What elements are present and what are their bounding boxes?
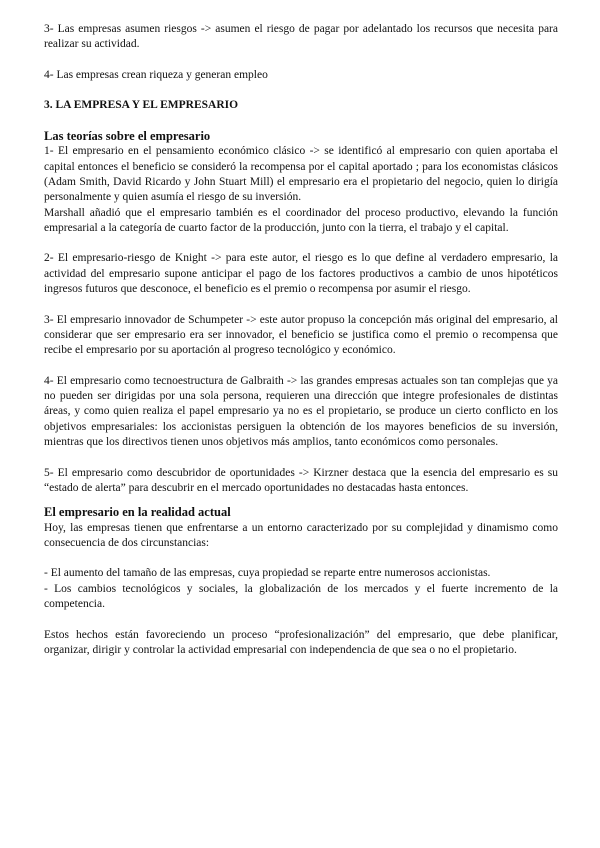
document-page <box>44 22 558 658</box>
current-reality-heading: El empresario en la realidad actual <box>44 505 231 520</box>
theory-paragraph-3: 3- El empresario innovador de Schumpeter -> este autor propuso la concepción más original del empresario, al considerar que ser empresario era ser innovador, el beneficio se justifica como el premio o recompensa que recibe el empresario por su aportación al progreso tecnológico y económico. <box>44 313 558 357</box>
current-reality-paragraph-1: Hoy, las empresas tienen que enfrentarse a un entorno caracterizado por su complejidad y dinamismo como consecuencia de dos circunstancias: <box>44 521 558 549</box>
intro-wealth-point: 4- Las empresas crean riqueza y generan empleo <box>44 68 268 81</box>
current-reality-paragraph-2: Estos hechos están favoreciendo un proceso “profesionalización” del empresario, que debe planificar, organizar, dirigir y controlar la actividad empresarial con independencia de que sea o no el propietario. <box>44 628 558 656</box>
theory-paragraph-4: 4- El empresario como tecnoestructura de Galbraith -> las grandes empresas actuales son tan complejas que ya no pueden ser dirigidas por una sola persona, requieren una dirección que integre profesionales de distintas áreas, y como quien realiza el papel empresario ya no es el propietario, se produce un cierto conflicto en los objetivos empresariales: los accionistas persiguen la obtención de los mayores beneficios de su inversión, mientras que los directivos tienen unos objetivos más amplios, tanto económicos como personales. <box>44 374 558 449</box>
theory-paragraph-2: 2- El empresario-riesgo de Knight -> para este autor, el riesgo es lo que define al verdadero empresario, la actividad del empresario supone anticipar el pago de los factores productivos a cambio de unos hipotéticos ingresos futuros que desconoce, el beneficio es el premio o recompensa por asumir el riesgo. <box>44 252 558 296</box>
theories-heading: Las teorías sobre el empresario <box>44 129 211 144</box>
theory-paragraph-5: 5- El empresario como descubridor de oportunidades -> Kirzner destaca que la esencia del empresario es su “estado de alerta” para descubrir en el mercado oportunidades no destacadas hasta entonces. <box>44 466 558 494</box>
circumstance-item-1: - El aumento del tamaño de las empresas, cuya propiedad se reparte entre numerosos accionistas. <box>44 567 491 580</box>
circumstance-item-2: - Los cambios tecnológicos y sociales, la globalización de los mercados y el fuerte incremento de la competencia. <box>44 582 558 610</box>
theory-paragraph-1-marshall: Marshall añadió que el empresario también es el coordinador del proceso productivo, elevando la función empresarial a la categoría de cuarto factor de la producción, junto con la tierra, el trabajo y el capital. <box>44 206 558 234</box>
theory-paragraph-1: 1- El empresario en el pensamiento económico clásico -> se identificó al empresario con quien aportaba el capital entonces el beneficio se consideró la recompensa por el capital aportado ; para los economistas clásicos (Adam Smith, David Ricardo y John Stuart Mill) el empresario era el propietario del negocio, quien lo dirigía personalmente y quien asumía el riesgo de su inversión. <box>44 145 558 204</box>
section-heading: 3. LA EMPRESA Y EL EMPRESARIO <box>44 99 239 112</box>
intro-risk-point: 3- Las empresas asumen riesgos -> asumen el riesgo de pagar por adelantado los recursos que necesita para realizar su actividad. <box>44 23 558 51</box>
